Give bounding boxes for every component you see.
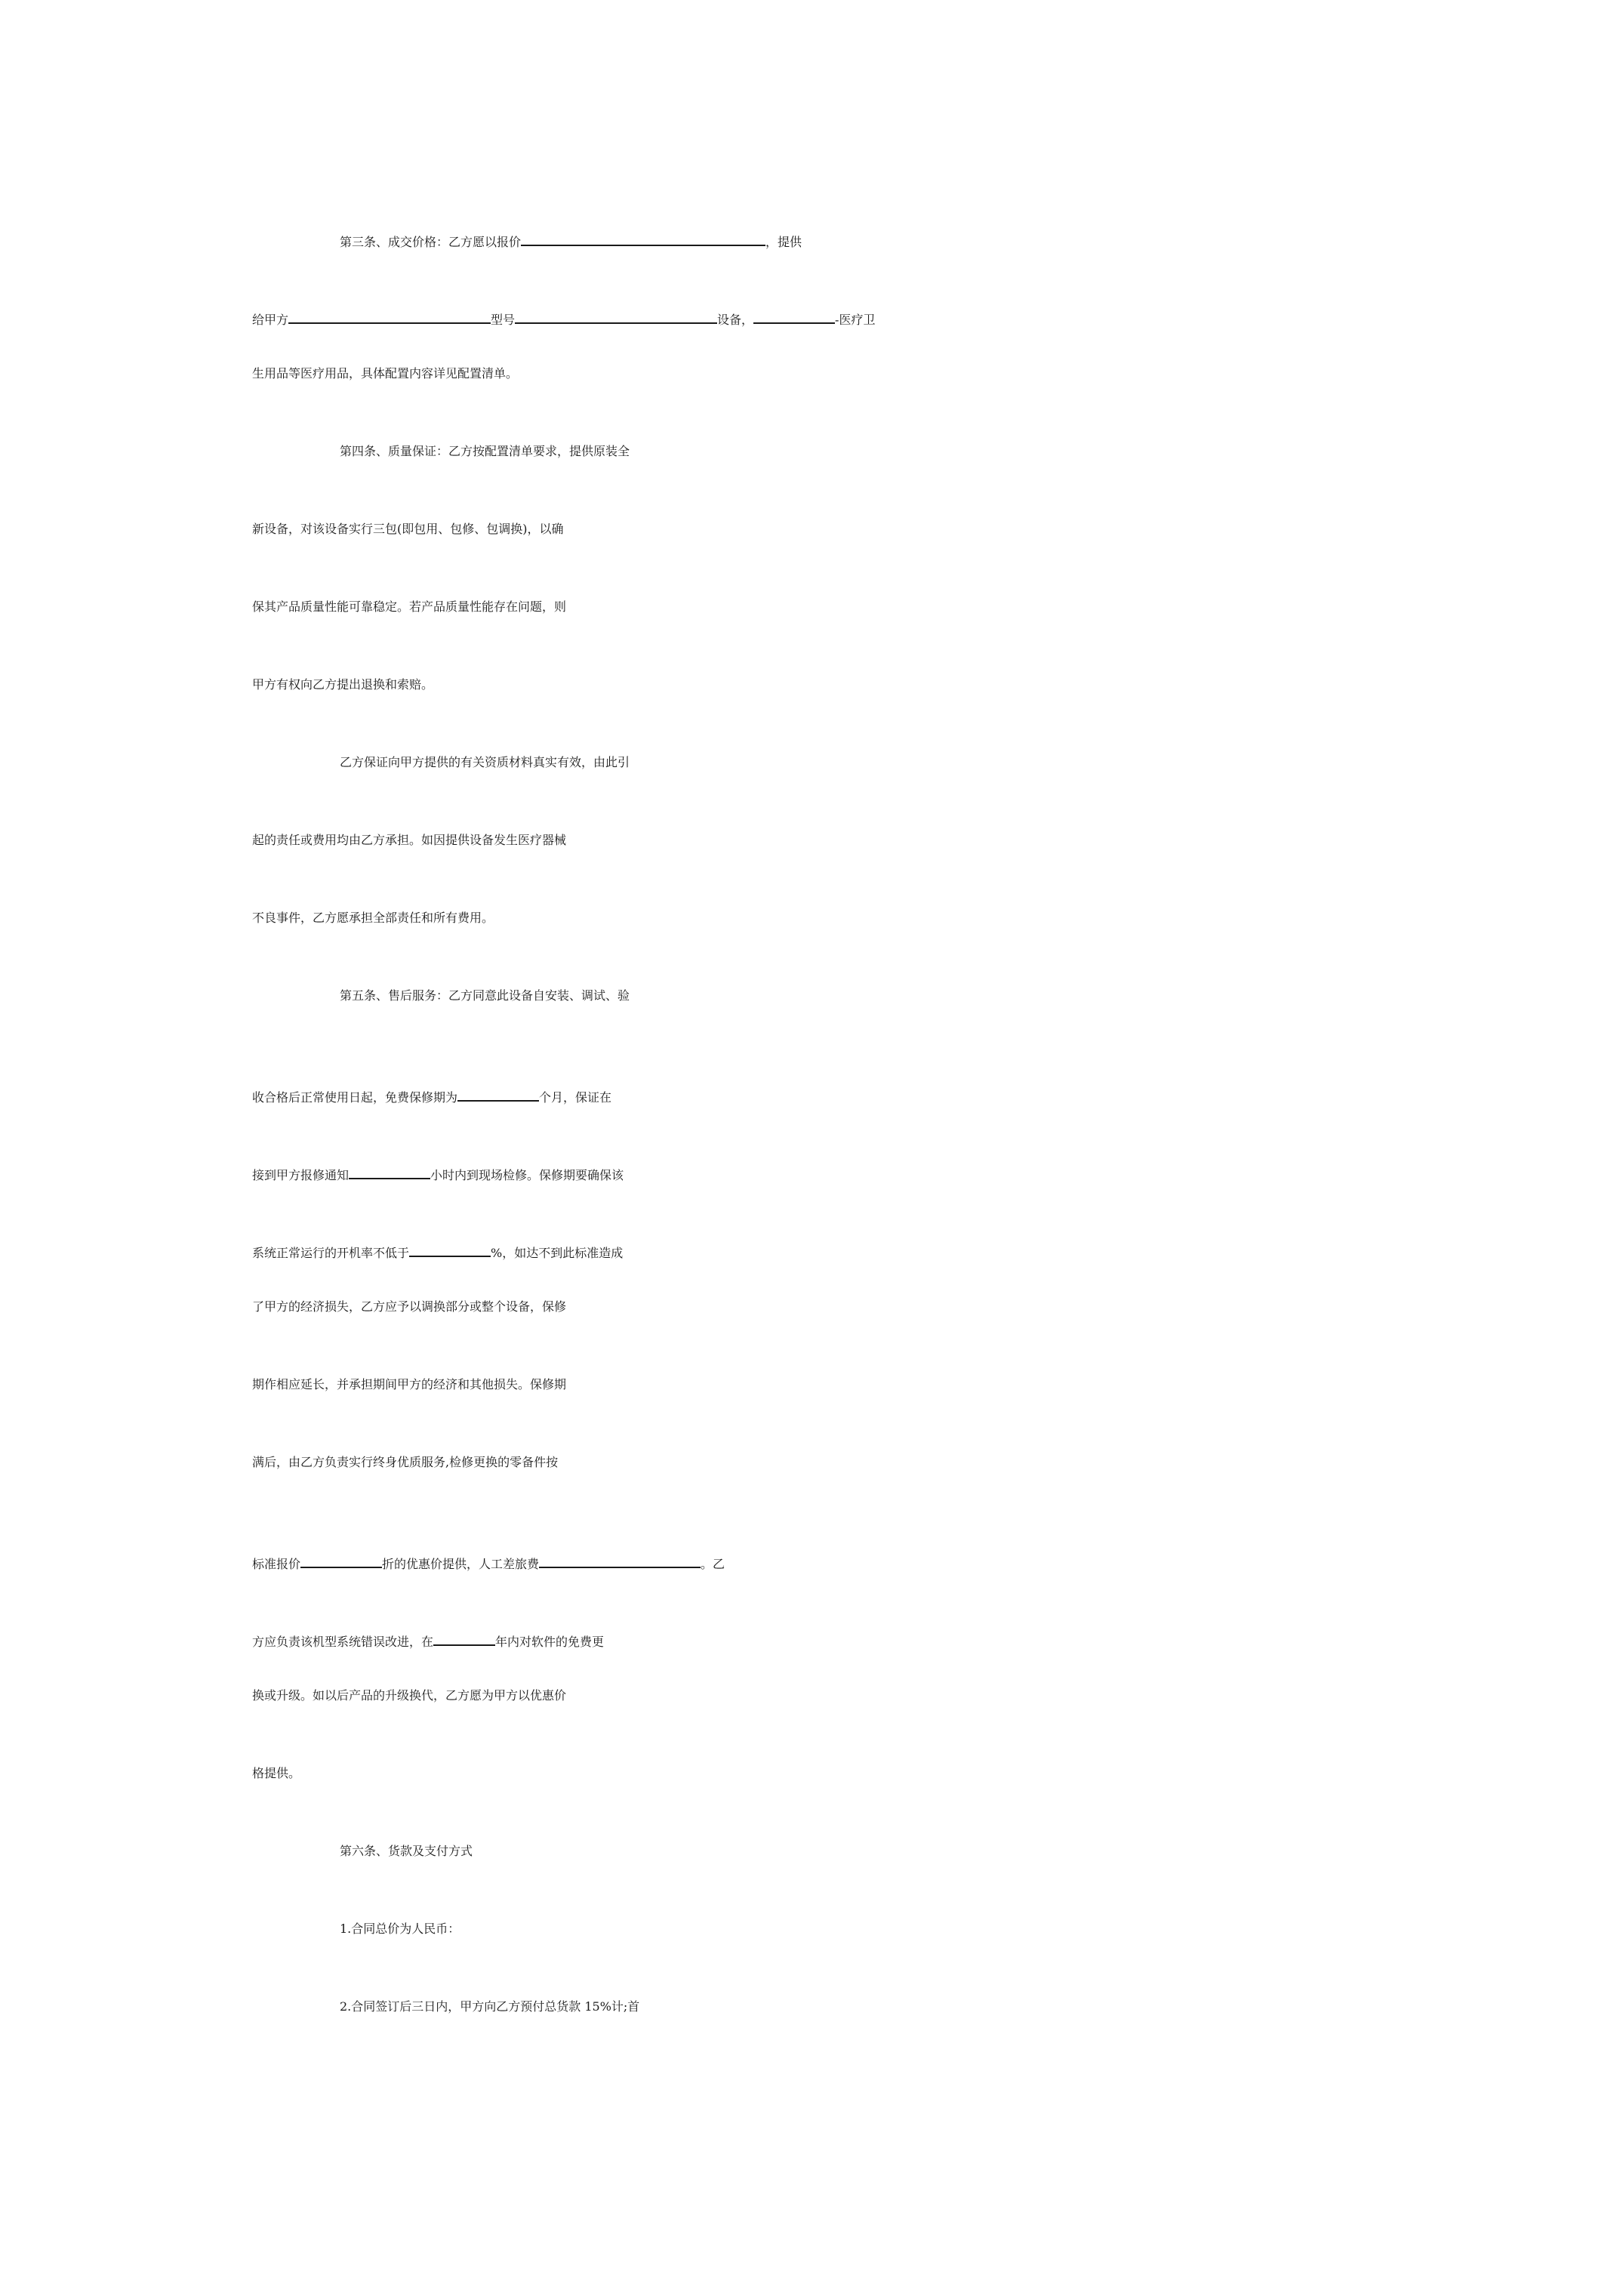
text-line: 生用品等医疗用品，具体配置内容详见配置清单。 [252, 366, 519, 381]
text-run: 方应负责该机型系统错误改进，在 [252, 1635, 434, 1649]
fill-blank-uptime-rate[interactable] [409, 1219, 491, 1257]
document-body [252, 208, 1384, 2075]
text-line: 了甲方的经济损失，乙方应予以调换部分或整个设备，保修 [252, 1299, 567, 1314]
section-heading: 第六条、货款及支付方式 [340, 1844, 473, 1858]
text-line: 第四条、质量保证：乙方按配置清单要求，提供原装全 [340, 444, 630, 458]
text-line: 第五条、售后服务：乙方同意此设备自安装、调试、验 [340, 988, 630, 1003]
text-run: 年内对软件的免费更 [495, 1635, 605, 1649]
text-run: 收合格后正常使用日起，免费保修期为 [252, 1090, 458, 1105]
text-run: 标准报价 [252, 1557, 301, 1571]
text-line [252, 1530, 1384, 1608]
text-run: 系统正常运行的开机率不低于 [252, 1246, 410, 1260]
text-line: 乙方保证向甲方提供的有关资质材料真实有效，由此引 [340, 755, 630, 769]
text-line [252, 1219, 1384, 1297]
text-run: 小时内到现场检修。保修期要确保该 [430, 1168, 624, 1182]
text-run: 型号 [491, 313, 516, 327]
text-run: ，提供 [765, 235, 802, 249]
text-run: 折的优惠价提供，人工差旅费 [382, 1557, 540, 1571]
text-line: 格提供。 [252, 1766, 301, 1780]
fill-blank-travel-fee[interactable] [539, 1530, 701, 1568]
fill-blank-years[interactable] [433, 1608, 495, 1646]
text-line: 换或升级。如以后产品的升级换代，乙方愿为甲方以优惠价 [252, 1688, 567, 1703]
text-run: 接到甲方报修通知 [252, 1168, 350, 1182]
fill-blank-party-a[interactable] [288, 286, 491, 324]
list-item: 2.合同签订后三日内，甲方向乙方预付总货款 15%计;首 [340, 1999, 640, 2014]
text-line [252, 1064, 1384, 1142]
text-run: 个月，保证在 [539, 1090, 612, 1105]
text-run: %，如达不到此标准造成 [491, 1246, 624, 1260]
fill-blank-item[interactable] [753, 286, 835, 324]
text-line: 保其产品质量性能可靠稳定。若产品质量性能存在问题，则 [252, 599, 567, 614]
text-line [252, 1608, 1384, 1686]
fill-blank-discount[interactable] [300, 1530, 382, 1568]
fill-blank-price[interactable] [521, 208, 765, 246]
text-line: 甲方有权向乙方提出退换和索赔。 [252, 677, 434, 692]
text-run: 设备， [717, 313, 754, 327]
text-line [252, 286, 1384, 364]
text-line: 新设备，对该设备实行三包(即包用、包修、包调换)，以确 [252, 522, 564, 536]
list-item: 1.合同总价为人民币： [340, 1922, 460, 1936]
fill-blank-warranty-months[interactable] [457, 1064, 539, 1102]
fill-blank-response-hours[interactable] [349, 1142, 430, 1179]
text-line: 满后，由乙方负责实行终身优质服务,检修更换的零备件按 [252, 1455, 559, 1469]
text-run: -医疗卫 [835, 313, 876, 327]
text-run: 第三条、成交价格：乙方愿以报价 [340, 235, 522, 249]
text-line: 期作相应延长，并承担期间甲方的经济和其他损失。保修期 [252, 1377, 567, 1391]
text-line [252, 208, 1384, 286]
fill-blank-model[interactable] [515, 286, 717, 324]
text-line: 不良事件，乙方愿承担全部责任和所有费用。 [252, 911, 494, 925]
text-line [252, 1142, 1384, 1219]
text-run: 给甲方 [252, 313, 289, 327]
text-line: 起的责任或费用均由乙方承担。如因提供设备发生医疗器械 [252, 833, 567, 847]
text-run: 。乙 [701, 1557, 725, 1571]
